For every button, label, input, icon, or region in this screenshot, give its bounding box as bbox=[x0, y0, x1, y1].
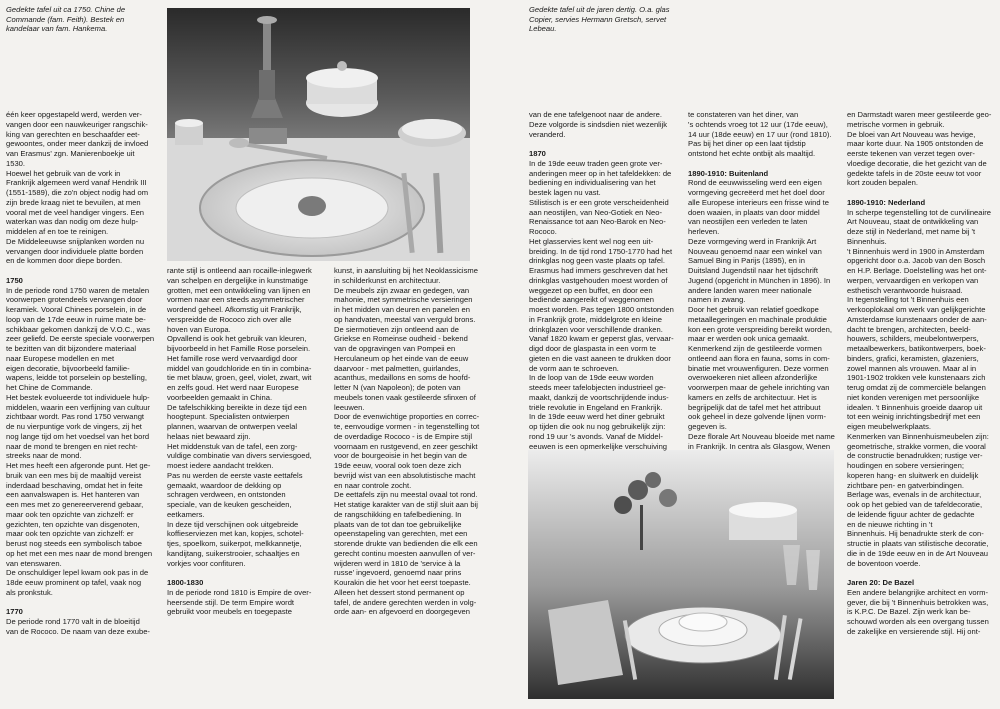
text-line: werpen, vervaardigen en verkopen van bbox=[847, 275, 979, 285]
text-line: veranderd. bbox=[529, 129, 566, 139]
text-line: schouwd worden als een overgang tussen bbox=[847, 617, 989, 626]
text-line: De Middeleeuwse snijplanken worden nu bbox=[6, 236, 145, 246]
text-line: middel van goudchloride en tin in combina- bbox=[167, 363, 312, 373]
text-line: weggezet op een buffet, en door een bbox=[529, 285, 653, 295]
text-line: verspreidde de Rococo zich over alle bbox=[167, 314, 292, 324]
text-line: ontstond het echte ontbijt als maaltijd. bbox=[688, 149, 816, 158]
text-line: doen waaien, in plaats van door middel bbox=[688, 207, 820, 217]
section-heading: 1890-1910: Nederland bbox=[847, 197, 926, 207]
text-line: van de Rococo. De naam van deze exube- bbox=[6, 626, 150, 636]
text-line: loop van de 17de eeuw in ruime mate be- bbox=[6, 314, 146, 324]
text-line: gegeven is. bbox=[688, 422, 727, 431]
text-line: De bloei van Art Nouveau was hevige, bbox=[847, 129, 976, 139]
text-line: gemaakt, waardoor de dekking op bbox=[167, 480, 282, 490]
text-line: in schilderkunst en architectuur. bbox=[334, 275, 441, 285]
text-line: maar er werden ook unica gemaakt. bbox=[688, 334, 810, 344]
text-line: kort zouden bepalen. bbox=[847, 178, 918, 188]
text-line: deze stijl in Nederland, met name bij 't bbox=[847, 227, 976, 236]
text-line: houdingen en sobere versieringen; bbox=[847, 461, 964, 470]
text-line: binatie met vrouwenfiguren. Deze vormen bbox=[688, 363, 829, 373]
text-line: esthetisch verantwoorde huisraad. bbox=[847, 285, 963, 295]
text-line: schragen verdween, en ontstonden bbox=[167, 490, 286, 500]
text-line: rond 19 uur 's avonds. Vanaf de Middel- bbox=[529, 431, 663, 441]
text-line: maar ook ten opzichte van zichzelf: er bbox=[6, 509, 134, 519]
text-line: nog lange tijd om het voedsel van het bord bbox=[6, 431, 150, 441]
text-line: mahonie, met symmetrische versieringen bbox=[334, 295, 473, 305]
text-line: waterkan was dan nodig om deze hulp- bbox=[6, 217, 139, 227]
text-line: en de kommen door diepe borden. bbox=[6, 256, 123, 266]
text-line: in Frankrijk grote, middelgrote en kleine bbox=[529, 314, 662, 324]
section-heading: 1800-1830 bbox=[167, 578, 204, 587]
text-line: één keer opgestapeld werd, werden ver- bbox=[6, 110, 142, 119]
text-line: zowel mannen als vrouwen. Maar al in bbox=[847, 363, 977, 373]
text-line: vormgeving gecreëerd met het doel door bbox=[688, 188, 825, 197]
paragraph-gap bbox=[529, 139, 674, 149]
text-line: herleven. bbox=[688, 227, 720, 236]
text-line: eetkamers. bbox=[167, 509, 205, 519]
text-line: vormen naar een steeds asymmetrischer bbox=[167, 295, 305, 305]
text-line: ontleend aan flora en fauna, soms in com- bbox=[688, 353, 830, 363]
text-line: zichtbaar wordt. Pas rond 1750 verwangt bbox=[6, 412, 145, 422]
text-line: daarvoor - met palmetten, guirlandes, bbox=[334, 363, 461, 373]
text-line: plaats van de tot dan toe gebruikelijke bbox=[334, 519, 462, 529]
text-line: De siermotieven zijn ontleend aan de bbox=[334, 324, 459, 334]
text-line: en H.P. Berlage. Doelstelling was het ont- bbox=[847, 266, 987, 275]
text-line: bestek lagen nu vast. bbox=[529, 188, 601, 197]
text-line: Kourakin die het voor het eerst toepaste. bbox=[334, 578, 471, 587]
text-line: in Frankrijk. In centra als Glasgow, Wenen bbox=[688, 441, 831, 451]
text-line: bediening en individualisering van het bbox=[529, 178, 656, 188]
text-line: drinkglazen voor verschillende dranken. bbox=[529, 324, 663, 334]
text-line: de zakelijke en versierende stijl. Hij ont- bbox=[847, 626, 981, 636]
text-line: Het famille rose werd vervaardigd door bbox=[167, 353, 298, 363]
text-line: zeer geliefd. De eerste speciale voorwerpen bbox=[6, 334, 155, 344]
text-line: metrische vormen in gebruik. bbox=[847, 119, 945, 129]
text-line: 14 uur (18de eeuw) en 17 uur (rond 1810). bbox=[688, 129, 832, 139]
text-line: Vanaf 1820 kwam er geperst glas, vervaar- bbox=[529, 334, 674, 344]
text-line: metaallegeringen en machinale produktie bbox=[688, 314, 827, 324]
text-line: Art Nouveau, staat de ontwikkeling van bbox=[847, 217, 979, 227]
text-line: verkooplokaal om werk van gelijkgerichte bbox=[847, 305, 986, 314]
text-line: Pas bij het diner op een laat tijdstip bbox=[688, 139, 806, 149]
text-line: keramiek. Vooral Chinees porselein, in de bbox=[6, 305, 147, 314]
text-line: metaalbewerkers, batikontwerpers, boek- bbox=[847, 344, 986, 353]
text-line: Kenmerkend zijn de gestileerde vormen bbox=[688, 344, 822, 353]
text-line: op het met een mes naar de mond brengen bbox=[6, 548, 153, 558]
text-line: kon een grote verspreiding bereikt worden, bbox=[688, 324, 832, 334]
text-line: Nouveau genoemd naar een winkel van bbox=[688, 246, 822, 256]
paragraph-gap bbox=[6, 266, 154, 276]
text-line: en de nieuwe richting in 't bbox=[847, 519, 933, 529]
text-line: andere landen waren meer nationale bbox=[688, 285, 812, 295]
text-line: naar de mond te brengen en niet recht- bbox=[6, 441, 138, 451]
photo-table-1930s bbox=[528, 450, 834, 699]
text-line: Stilistisch is er een grote verscheidenheid bbox=[529, 197, 669, 207]
photo-table-1750 bbox=[167, 8, 470, 261]
text-line: opeenstapeling van gerechten, met een bbox=[334, 529, 468, 539]
text-column-3 bbox=[334, 266, 479, 617]
text-line: Amsterdamse kunstenaars onder de aan- bbox=[847, 314, 987, 324]
text-line: middelen, waarin een verfijning van cultuur bbox=[6, 402, 150, 412]
text-line: leeuwen. bbox=[334, 402, 365, 412]
text-line: maar korte duur. Na 1905 ontstonden de bbox=[847, 139, 984, 149]
text-line: maar ook ten opzichte van zichzelf: er bbox=[6, 529, 134, 539]
text-line: gieten en die vast aaneen te drukken door bbox=[529, 353, 671, 363]
text-line: 1901-1902 trokken vele kunstenaars zich bbox=[847, 373, 986, 383]
text-line: als pronkstuk. bbox=[6, 587, 53, 597]
text-line: hoven van Europa. bbox=[167, 324, 231, 334]
text-line: te constateren van het diner, van bbox=[688, 110, 799, 119]
text-line: die in de 19de eeuw en in de Art Nouveau bbox=[847, 548, 989, 558]
text-line: voorbeelden gemaakt in China. bbox=[167, 392, 273, 402]
text-line: niet konden verenigen met persoonlijke bbox=[847, 392, 980, 402]
text-line: tot een weinig inrichtingsbedrijf met een bbox=[847, 412, 981, 422]
text-line: king van gerechten en beschaafder eet- bbox=[6, 129, 140, 139]
caption-line: Lebeau. bbox=[529, 24, 557, 34]
text-line: gever, die bij 't Binnenhuis betrokken was, bbox=[847, 597, 989, 607]
text-line: Het glasservies kent wel nog een uit- bbox=[529, 236, 654, 246]
text-line: acanthus, medaillons en soms de hoofd- bbox=[334, 373, 471, 383]
text-line: idealen. 't Binnenhuis groeide daarop uit bbox=[847, 402, 983, 412]
text-line: letter N (van Napoleon); de poten van bbox=[334, 383, 461, 392]
section-heading: 1870 bbox=[529, 149, 546, 158]
text-line: de leidende figuur achter de gedachte bbox=[847, 509, 975, 519]
text-line: 't Binnenhuis werd in 1900 in Amsterdam bbox=[847, 246, 985, 256]
text-line: van neostijlen een verleden te laten bbox=[688, 217, 808, 227]
text-line: De tafelschikking bereikte in deze tijd een bbox=[167, 402, 307, 412]
text-line: opgericht door o.a. Jacob van den Bosch bbox=[847, 256, 986, 266]
text-line: Pas nu werden de eerste vaste eettafels bbox=[167, 470, 303, 480]
text-line: van de opgravingen van Pompeii en bbox=[334, 344, 456, 353]
text-line: drinkglas nog geen vaste plaats op tafel. bbox=[529, 256, 665, 266]
text-line: tjes, spoelkom, suikerpot, melkkannetje, bbox=[167, 539, 302, 548]
text-line: de boventoon voerde. bbox=[847, 558, 921, 568]
text-line: In de periode rond 1810 is Empire de over- bbox=[167, 587, 312, 597]
text-line: grotten, met een ontwikkeling van lijnen en bbox=[167, 285, 311, 295]
text-line: Opvallend is ook het gebruik van kleuren, bbox=[167, 334, 307, 344]
text-line: een mes met zo genereerverend gebaar, bbox=[6, 500, 144, 509]
text-line: gedekte tafels in de 20ste eeuw tot voor bbox=[847, 168, 982, 178]
text-line: Alleen het dessert stond permanent op bbox=[334, 587, 465, 597]
text-line: bruik van een mes bij de maaltijd vereist bbox=[6, 470, 142, 480]
text-line: anderingen meer op in het tafeldekken: de bbox=[529, 168, 672, 178]
text-line: Door de evenwichtige proporties en correc- bbox=[334, 412, 480, 422]
text-line: voorwerpen grotendeels vervangen door bbox=[6, 295, 143, 305]
text-line: helaas niet bewaard zijn. bbox=[167, 431, 251, 441]
text-line: Hoewel het gebruik van de vork in bbox=[6, 168, 121, 178]
section-heading: 1890-1910: Buitenland bbox=[688, 168, 769, 178]
text-line: 's ochtends vroeg tot 12 uur (17de eeuw), bbox=[688, 119, 828, 129]
text-line: De eettafels zijn nu meestal ovaal tot rond. bbox=[334, 490, 478, 500]
text-column-4 bbox=[529, 110, 674, 451]
text-line: binders, grafici, keramisten, glazeniers, bbox=[847, 353, 979, 363]
text-line: in het midden van deuren en panelen en bbox=[334, 305, 470, 314]
caption-line: kandelaar van fam. Hankema. bbox=[6, 24, 108, 34]
section-heading: Jaren 20: De Bazel bbox=[847, 578, 915, 587]
text-line: van schelpen en dergelijke in kunstmatige bbox=[167, 275, 308, 285]
text-line: 18de eeuw prominent op tafel, vaak nog bbox=[6, 578, 142, 587]
text-line: dacht te brengen, architecten, beeld- bbox=[847, 324, 971, 334]
text-line: vooral met de veel handiger vingers. Een bbox=[6, 207, 145, 217]
text-line: kunst, in aansluiting bij het Neoklassicisme bbox=[334, 266, 478, 275]
text-line: wapens, leidde tot porselein op bestelling, bbox=[6, 373, 147, 383]
text-line: gezichten, ten opzichte van disgenoten, bbox=[6, 519, 140, 529]
text-line: In tegenstelling tot 't Binnenhuis een bbox=[847, 295, 969, 305]
text-line: Frankrijk algemeen werd vanaf Hendrik III bbox=[6, 178, 147, 188]
text-line: ook geheel in deze golvende lijnen vorm- bbox=[688, 412, 827, 422]
caption-right bbox=[529, 5, 670, 34]
text-line: berust nog steeds een symbolisch taboe bbox=[6, 539, 142, 548]
text-line: op handvaten, meestal van verguld brons. bbox=[334, 314, 476, 324]
text-line: zichtbare pen- en gatverbindingen. bbox=[847, 480, 964, 490]
text-line: Het statige karakter van de stijl sluit aan bij bbox=[334, 500, 478, 509]
caption-line: Commande (fam. Feith). Bestek en bbox=[6, 14, 125, 24]
paragraph-gap bbox=[847, 188, 991, 198]
text-line: Samuel Bing in Parijs (1895), en in bbox=[688, 256, 805, 266]
text-column-2 bbox=[167, 266, 312, 617]
text-line: triële revolutie in Engeland en Frankrijk. bbox=[529, 402, 663, 412]
text-line: Binnenhuis. bbox=[847, 236, 887, 246]
text-line: gewoontes, onder meer dankzij de invloed bbox=[6, 139, 149, 149]
text-column-1 bbox=[6, 110, 154, 637]
text-line: In de periode rond 1750 waren de metalen bbox=[6, 285, 150, 295]
text-line: alle Europese interieurs een frisse wind te bbox=[688, 197, 829, 207]
text-line: voornaam en rustgevend, en zeer geschikt bbox=[334, 441, 478, 451]
text-line: namen in zwang. bbox=[688, 295, 746, 305]
text-line: 1530. bbox=[6, 158, 26, 168]
text-line: Het mes heeft een afgeronde punt. Het ge- bbox=[6, 461, 151, 470]
text-line: tie met blauw, groen, geel, violet, zwart, wit bbox=[167, 373, 312, 383]
text-line: vangen door een nauwkeuriger rangschik- bbox=[6, 119, 148, 129]
text-line: Deze florale Art Nouveau bloeide met name bbox=[688, 431, 835, 441]
text-line: speciale, van de keuken gescheiden, bbox=[167, 500, 292, 509]
text-line: overwoekeren niet alleen afzonderlijke bbox=[688, 373, 818, 383]
text-line: In de 19de eeuw traden geen grote ver- bbox=[529, 158, 663, 168]
text-line: zijn brede kraag niet te bevuilen, at men bbox=[6, 197, 141, 207]
text-line: In scherpe tegenstelling tot de curvilineaire bbox=[847, 207, 991, 217]
text-line: Deze vormgeving werd in Frankrijk Art bbox=[688, 236, 817, 246]
text-line: is K.P.C. De Bazel. Zijn werk kan be- bbox=[847, 607, 971, 617]
text-line: de rangschikking en tafelbediening. In bbox=[334, 509, 462, 519]
text-line: bevrijd wist van een absolutistische macht bbox=[334, 470, 476, 480]
paragraph-gap bbox=[847, 568, 991, 578]
text-line: een aanvalswapen is. Het hanteren van bbox=[6, 490, 140, 500]
text-column-6 bbox=[847, 110, 991, 637]
text-line: de nu vierpuntige vork de vingers, zij het bbox=[6, 422, 142, 431]
text-line: Rond de eeuwwisseling werd een eigen bbox=[688, 178, 822, 188]
text-line: hoogtepunt. Specialisten ontwierpen bbox=[167, 412, 290, 422]
text-line: digd door de glaspasta in een vorm te bbox=[529, 344, 657, 353]
text-line: Erasmus had immers geschreven dat het bbox=[529, 266, 668, 275]
text-line: Binnenhuis. Hij benadrukte sterk de con- bbox=[847, 529, 984, 539]
text-line: schikbaar gekomen dankzij de V.O.C., was bbox=[6, 324, 151, 334]
text-line: de vorm aan te schroeven. bbox=[529, 363, 619, 373]
text-line: inderdaad beschaving, omdat het in feite bbox=[6, 480, 143, 490]
text-line: moest iedere aandacht trekken. bbox=[167, 461, 274, 470]
text-line: eerste tekenen van verzet tegen over- bbox=[847, 149, 975, 158]
text-line: de overdadige Rococo - is de Empire stijl bbox=[334, 431, 473, 441]
text-line: Het bestek evolueerde tot individuele hulp- bbox=[6, 392, 150, 402]
text-line: Kenmerken van Binnenhuismeubelen zijn: bbox=[847, 431, 989, 441]
paragraph-gap bbox=[167, 568, 312, 578]
text-line: te bezitten van dit bijzondere materiaal bbox=[6, 344, 137, 353]
text-line: van de ene tafelgenoot naar de andere. bbox=[529, 110, 662, 119]
text-line: In de 19de eeuw werd het diner gebruikt bbox=[529, 412, 665, 422]
text-line: Berlage was, evenals in de architectuur, bbox=[847, 490, 982, 500]
text-line: kamers en zelfs de architectuur. Het is bbox=[688, 392, 817, 402]
text-line: (1551-1589), die zo'n object nodig had om bbox=[6, 188, 149, 197]
text-line: Deze volgorde is sindsdien niet wezenlijk bbox=[529, 119, 668, 129]
text-line: eeuwen is een opmerkelijke verschuiving bbox=[529, 441, 668, 451]
text-line: structie in plaats van stilistische decoratie, bbox=[847, 539, 989, 548]
text-line: middelen af en toe te reinigen. bbox=[6, 227, 109, 236]
text-line: In deze tijd verschijnen ook uitgebreide bbox=[167, 519, 299, 529]
text-line: maakt, dankzij de voortschrijdende indus- bbox=[529, 392, 669, 402]
text-line: In de loop van de 19de eeuw worden bbox=[529, 373, 654, 383]
text-line: De meubels zijn zwaar en gedegen, van bbox=[334, 285, 470, 295]
text-line: begrijpelijk dat de tafel met het attribuut bbox=[688, 402, 821, 412]
text-line: steeds meer tafelobjecten industrieel ge- bbox=[529, 383, 666, 392]
text-line: gerecht continu moesten aanvullen of ver- bbox=[334, 548, 476, 558]
text-line: streeks naar de mond. bbox=[6, 451, 82, 461]
text-line: geometrische, strakke vormen, die vooral bbox=[847, 441, 986, 451]
text-line: kandijtang, suikerstrooier, schaaltjes en bbox=[167, 548, 300, 558]
text-line: vloedige decoratie, die het gezicht van de bbox=[847, 158, 987, 168]
text-line: Jugend (opgericht in München in 1896). In bbox=[688, 275, 831, 285]
text-line: voorwerpen maar de gehele inrichting van bbox=[688, 383, 830, 392]
text-line: Rococo. bbox=[529, 227, 557, 236]
caption-line: Gedekte tafel uit ca 1750. Chine de bbox=[6, 5, 126, 14]
caption-left bbox=[6, 5, 125, 34]
text-line: koffieserviezen met kan, kopjes, schotel- bbox=[167, 529, 304, 539]
section-heading: 1770 bbox=[6, 607, 23, 617]
text-line: Renaissance tot aan Neo-Barok en Neo- bbox=[529, 217, 666, 227]
text-line: 19de eeuw, vooral ook toen deze zich bbox=[334, 461, 462, 470]
text-line: moest worden. Pas tegen 1800 ontstonden bbox=[529, 305, 674, 314]
text-line: ook op het gebied van de tafeldecoratie, bbox=[847, 500, 983, 509]
text-line: en zelfs goud. Het werd naar Europese bbox=[167, 383, 299, 392]
text-line: De onschuldiger lepel kwam ook pas in de bbox=[6, 568, 149, 578]
text-line: en Darmstadt waren meer gestileerde geo- bbox=[847, 110, 992, 119]
text-line: van etenswaren. bbox=[6, 558, 62, 568]
text-line: breiding. In de tijd rond 1750-1770 had het bbox=[529, 246, 673, 256]
text-line: vervangen door individuele platte borden bbox=[6, 246, 144, 256]
text-line: vuldige combinatie van divers serviesgoed, bbox=[167, 451, 312, 461]
section-heading: 1750 bbox=[6, 275, 23, 285]
text-line: plannen, waarvan de ontwerpen veelal bbox=[167, 422, 298, 431]
text-line: naar Europese modellen en met bbox=[6, 353, 115, 363]
text-line: bediende aangereikt of weggenomen bbox=[529, 295, 654, 305]
text-line: gebruikt voor meubels en toegepaste bbox=[167, 607, 292, 617]
text-line: te, eenvoudige vormen - in tegenstelling tot bbox=[334, 422, 480, 431]
text-line: vorkjes voor confituren. bbox=[167, 558, 246, 568]
text-line: meubels tonen vaak gestileerde sfinxen of bbox=[334, 392, 476, 402]
text-line: tafel, de andere gerechten werden in volg- bbox=[334, 597, 477, 607]
text-line: storende drukte van bedienden die elk een bbox=[334, 539, 478, 548]
text-line: op tijden die ook nu nog gebruikelijk zijn: bbox=[529, 422, 666, 431]
paragraph-gap bbox=[6, 598, 154, 608]
text-line: De periode rond 1770 valt in de bloeitijd bbox=[6, 617, 140, 626]
text-line: aan neostijlen, van Neo-Gotiek en Neo- bbox=[529, 207, 662, 217]
text-line: bijvoorbeeld in het Famille Rose porselein. bbox=[167, 344, 311, 353]
text-line: Het middenstuk van de tafel, een zorg- bbox=[167, 441, 298, 451]
text-line: Een andere belangrijke architect en vorm- bbox=[847, 587, 988, 597]
text-line: het Chine de Commande. bbox=[6, 383, 93, 392]
text-line: heersende stijl. De term Empire wordt bbox=[167, 597, 295, 607]
text-line: russe' ingevoerd, genoemd naar prins bbox=[334, 568, 462, 578]
text-line: koperen hang- en sluitwerk en duidelijk bbox=[847, 470, 979, 480]
text-line: voor de bourgeoisie in het begin van de bbox=[334, 451, 467, 461]
text-line: van Erasmus' zgn. Manierenboekje uit bbox=[6, 149, 135, 158]
caption-line: Gedekte tafel uit de jaren dertig. O.a. glas bbox=[529, 5, 670, 14]
text-line: Griekse en Romeinse oudheid - bekend bbox=[334, 334, 468, 344]
text-line: rante stijl is ontleend aan rocaille-inlegwerk bbox=[167, 266, 312, 275]
text-column-5 bbox=[688, 110, 835, 451]
text-line: eigen decoratie, bijvoorbeeld familie- bbox=[6, 363, 130, 373]
text-line: orde aan- en afgevoerd en doorgegeven bbox=[334, 607, 470, 617]
text-line: de constructie benadrukken; rustige ver- bbox=[847, 451, 983, 461]
text-line: wijderen werd in 1810 de 'service à la bbox=[334, 558, 461, 568]
text-line: en naar controle zocht. bbox=[334, 480, 412, 490]
text-line: terug omdat zij de commerciële belangen bbox=[847, 383, 986, 392]
text-line: Herculaneum op het einde van de eeuw bbox=[334, 353, 469, 363]
caption-line: Copier, servies Hermann Gretsch, servet bbox=[529, 14, 667, 24]
text-line: eigen meubelwerkplaats. bbox=[847, 422, 932, 431]
text-line: Door het gebruik van relatief goedkope bbox=[688, 305, 819, 314]
text-line: Duitsland Jugendstil naar het tijdschrift bbox=[688, 266, 819, 275]
paragraph-gap bbox=[688, 159, 835, 169]
text-line: wordend geheel. Afkomstig uit Frankrijk, bbox=[167, 305, 302, 314]
text-line: drinkglas vastgehouden moest worden of bbox=[529, 275, 668, 285]
text-line: houwers, schilders, meubelontwerpers, bbox=[847, 334, 979, 344]
